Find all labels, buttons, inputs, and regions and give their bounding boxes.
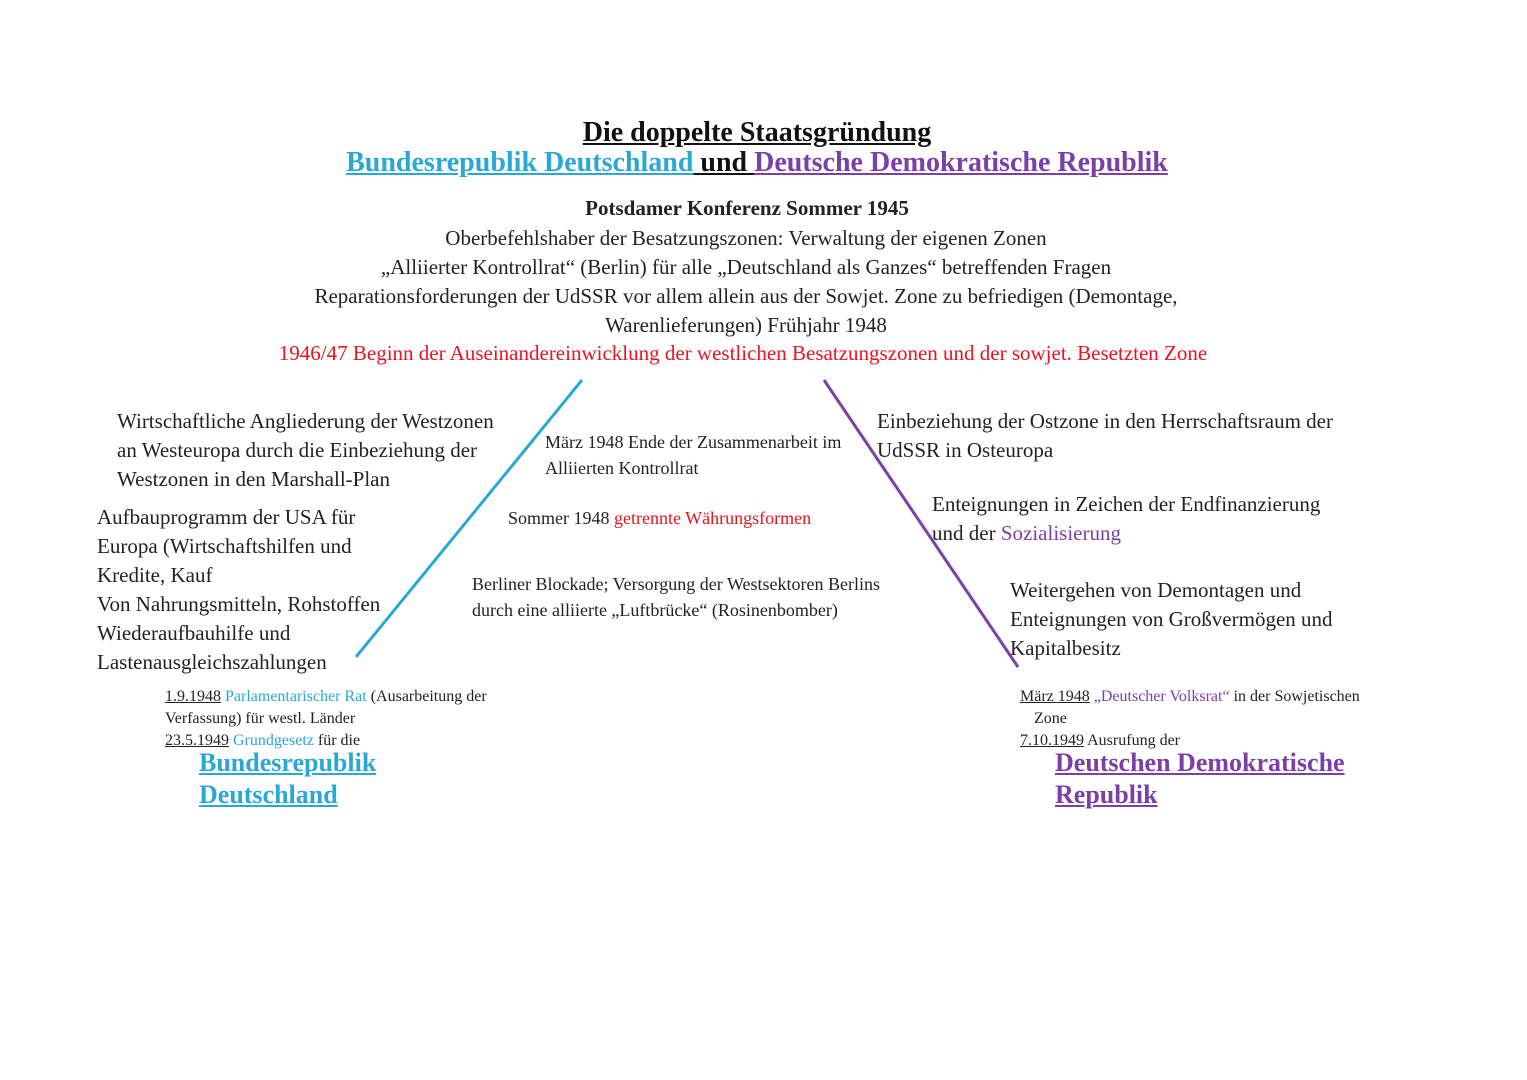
center-waehrung: Sommer 1948 getrennte Währungsformen — [508, 508, 812, 528]
east-date-1: März 1948 — [1020, 688, 1090, 705]
potsdam-line-4: Warenlieferungen) Frühjahr 1948 — [605, 313, 887, 337]
title-brd: Bundesrepublik Deutschland — [346, 147, 694, 178]
east-enteignung-text: Enteignungen in Zeichen der Endfinanzierung und der Sozialisierung — [932, 492, 1321, 545]
west-integration-text: Wirtschaftliche Angliederung der Westzonen an Westeuropa durch die Einbeziehung der Westzonen in den Marshall-Plan — [117, 409, 494, 491]
title-ddr: Deutsche Demokratische Republik — [754, 147, 1168, 178]
title-und: und — [700, 147, 748, 178]
east-date-2: 7.10.1949 — [1020, 732, 1084, 749]
west-chronology: 1.9.1948 Parlamentarischer Rat (Ausarbeitung der Verfassung) für westl. Länder 23.5.1949 Grundgesetz für die — [165, 688, 487, 749]
west-date-2: 23.5.1949 — [165, 732, 229, 749]
east-demontage-text: Weitergehen von Demontagen und Enteignungen von Großvermögen und Kapitalbesitz — [1010, 578, 1333, 660]
west-date-1: 1.9.1948 — [165, 688, 221, 705]
center-blockade: Berliner Blockade; Versorgung der Westsektoren Berlins durch eine alliierte „Luftbrücke“ (Rosinenbomber) — [472, 574, 880, 620]
state-brd: Bundesrepublik Deutschland — [199, 748, 377, 809]
title-main: Die doppelte Staatsgründung — [582, 117, 932, 148]
deutscher-volksrat: „Deutscher Volksrat“ — [1093, 688, 1230, 705]
west-marshall-text: Aufbauprogramm der USA für Europa (Wirtschaftshilfen und Kredite, Kauf Von Nahrungsmitteln, Rohstoffen Wiederaufbauhilfe und Lastenausgleichszahlungen — [97, 505, 381, 674]
potsdam-line-5: 1946/47 Beginn der Auseinandereinwicklung der westlichen Besatzungszonen und der sowjet. Besetzten Zone — [278, 341, 1208, 365]
potsdam-line-2: „Alliierter Kontrollrat“ (Berlin) für alle „Deutschland als Ganzes“ betreffenden Fragen — [380, 255, 1112, 279]
page-subtitle — [0, 147, 1514, 179]
potsdam-line-1: Oberbefehlshaber der Besatzungszonen: Verwaltung der eigenen Zonen — [445, 226, 1047, 250]
state-ddr: Deutschen Demokratische Republik — [1055, 748, 1345, 809]
parlamentarischer-rat: Parlamentarischer Rat — [225, 688, 367, 705]
east-herrschaft-text: Einbeziehung der Ostzone in den Herrschaftsraum der UdSSR in Osteuropa — [877, 409, 1333, 462]
center-kontrollrat: März 1948 Ende der Zusammenarbeit im Alliierten Kontrollrat — [545, 432, 842, 478]
sozialisierung: Sozialisierung — [1000, 521, 1121, 545]
east-chronology: März 1948 „Deutscher Volksrat“ in der Sowjetischen Zone 7.10.1949 Ausrufung der — [1020, 688, 1360, 749]
waehrung-highlight: getrennte Währungsformen — [614, 508, 812, 528]
page-title — [0, 117, 1514, 149]
potsdam-heading: Potsdamer Konferenz Sommer 1945 — [585, 196, 909, 220]
grundgesetz: Grundgesetz — [233, 732, 314, 749]
potsdam-line-3: Reparationsforderungen der UdSSR vor allem allein aus der Sowjet. Zone zu befriedigen (Demontage, — [314, 284, 1178, 308]
